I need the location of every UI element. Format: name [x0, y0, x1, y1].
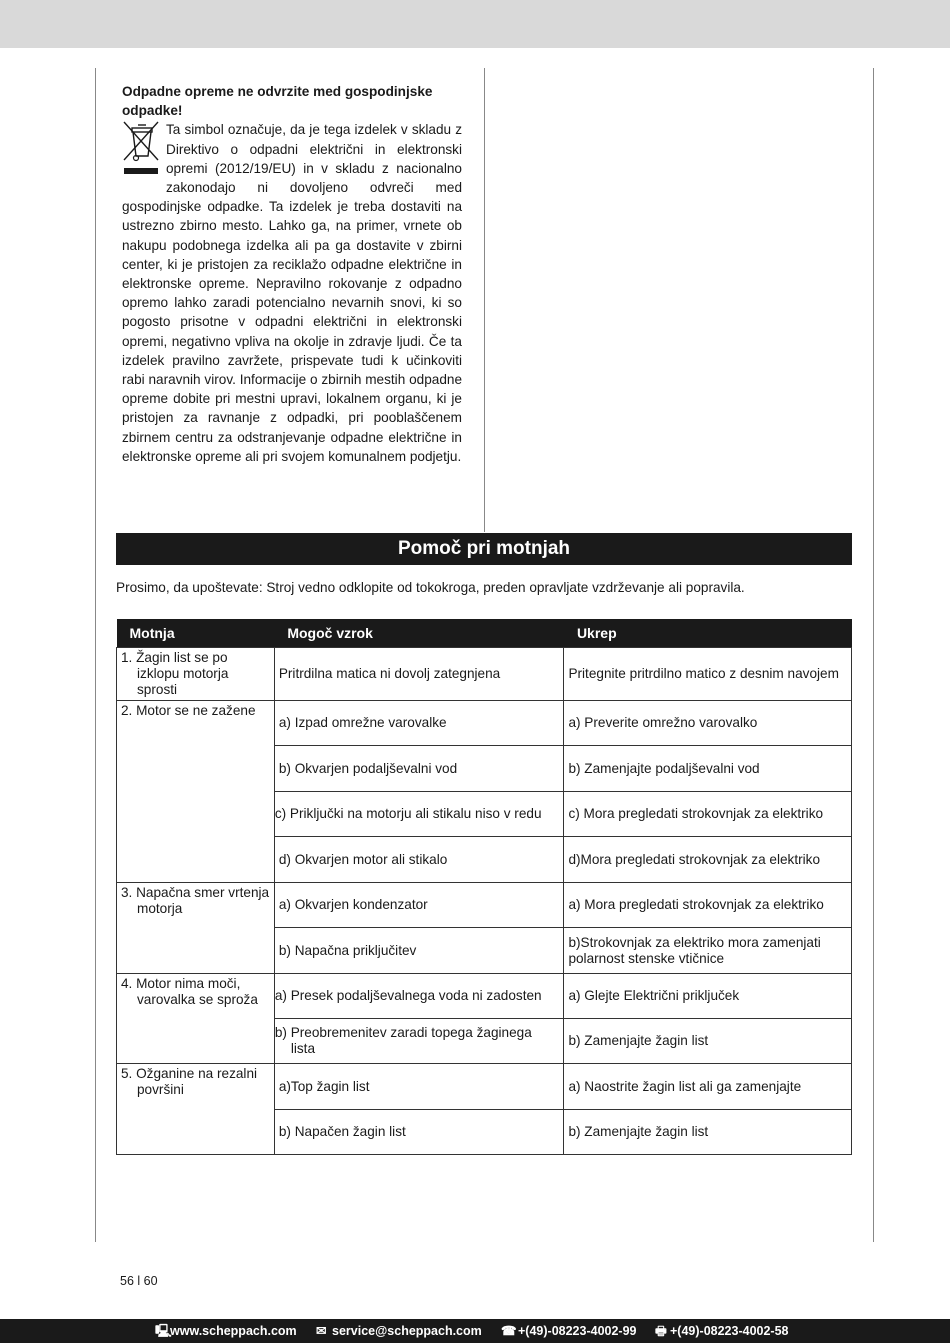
- table-row: [117, 974, 852, 1019]
- page-number: 56 l 60: [120, 1274, 158, 1288]
- table-row: [117, 648, 852, 701]
- cause-cell: a)Top žagin list: [274, 1064, 564, 1110]
- footer-fax: +(49)-08223-4002-58: [670, 1324, 789, 1338]
- fax-icon: 🖶︎: [655, 1324, 667, 1338]
- action-cell: Pritegnite pritrdilno matico z desnim navojem: [564, 648, 852, 701]
- phone-icon: ☎: [501, 1324, 517, 1338]
- section-title: Pomoč pri motnjah: [116, 533, 852, 565]
- cause-cell: a) Presek podaljševalnega voda ni zadosten: [274, 974, 564, 1019]
- safety-note: Prosimo, da upoštevate: Stroj vedno odklopite od tokokroga, preden opravljate vzdrževanje ali popravila.: [116, 580, 745, 595]
- fault-cell: 3. Napačna smer vrtenja motorja: [117, 883, 275, 974]
- footer-web-link[interactable]: www.scheppach.com: [170, 1324, 297, 1338]
- action-cell: b)Strokovnjak za elektriko mora zamenjati polarnost stenske vtičnice: [564, 928, 852, 974]
- computer-icon: 🖳︎: [155, 1324, 172, 1338]
- col-header-fault: Motnja: [117, 619, 275, 648]
- cause-cell: b) Preobremenitev zaradi topega žaginega lista: [274, 1019, 564, 1064]
- troubleshooting-table: [116, 619, 852, 1155]
- fault-cell: 2. Motor se ne zažene: [117, 701, 275, 883]
- action-cell: a) Preverite omrežno varovalko: [564, 701, 852, 746]
- left-margin-line: [95, 68, 96, 1242]
- action-cell: d)Mora pregledati strokovnjak za elektriko: [564, 837, 852, 883]
- right-margin-line: [873, 68, 874, 1242]
- table-row: [117, 883, 852, 928]
- footer-bar: [0, 1319, 950, 1343]
- table-header-row: [117, 619, 852, 648]
- crossed-bin-icon: [122, 120, 160, 178]
- table-row: [117, 701, 852, 746]
- action-cell: b) Zamenjajte žagin list: [564, 1019, 852, 1064]
- action-cell: a) Naostrite žagin list ali ga zamenjajte: [564, 1064, 852, 1110]
- action-cell: c) Mora pregledati strokovnjak za elektriko: [564, 792, 852, 837]
- cause-cell: a) Okvarjen kondenzator: [274, 883, 564, 928]
- table-row: [117, 1064, 852, 1110]
- action-cell: a) Glejte Električni priključek: [564, 974, 852, 1019]
- weee-warning: [122, 82, 462, 466]
- weee-warning-title: Odpadne opreme ne odvrzite med gospodinjske odpadke!: [122, 84, 433, 119]
- cause-cell: b) Napačen žagin list: [274, 1110, 564, 1155]
- footer-email-link[interactable]: service@scheppach.com: [332, 1324, 482, 1338]
- cause-cell: Pritrdilna matica ni dovolj zategnjena: [274, 648, 564, 701]
- cause-cell: d) Okvarjen motor ali stikalo: [274, 837, 564, 883]
- header-bar: [0, 0, 950, 48]
- cause-cell: b) Okvarjen podaljševalni vod: [274, 746, 564, 792]
- col-header-cause: Mogoč vzrok: [274, 619, 564, 648]
- fault-cell: 1. Žagin list se po izklopu motorja sprosti: [117, 648, 275, 701]
- mail-icon: ✉︎: [316, 1324, 327, 1338]
- col-header-action: Ukrep: [564, 619, 852, 648]
- column-divider: [484, 68, 485, 532]
- cause-cell: c) Priključki na motorju ali stikalu niso v redu: [274, 792, 564, 837]
- fault-cell: 4. Motor nima moči, varovalka se sproža: [117, 974, 275, 1064]
- action-cell: b) Zamenjajte žagin list: [564, 1110, 852, 1155]
- footer-phone: +(49)-08223-4002-99: [518, 1324, 637, 1338]
- fault-cell: 5. Ožganine na rezalni površini: [117, 1064, 275, 1155]
- action-cell: a) Mora pregledati strokovnjak za elektriko: [564, 883, 852, 928]
- weee-warning-body: Ta simbol označuje, da je tega izdelek v skladu z Direktivo o odpadni električni in elektronski opremi (2012/19/EU) in v skladu z nacionalno zakonodajo ni dovoljeno odvreči med gospodinjske odpadke. Ta izdelek je treba dostaviti na ustrezno zbirno mesto. Lahko ga, na primer, vrnete ob nakupu podobnega izdelka ali pa ga dostavite v zbirni center, ki je pristojen za reciklažo odpadne električne in elektronske opreme. Nepravilno rokovanje z odpadno opremo lahko zaradi potencialno nevarnih snovi, ki so pogosto prisotne v odpadni električni in elektronski opremi, negativno vpliva na okolje in zdravje ljudi. Če ta izdelek pravilno zavržete, prispevate tudi k učinkoviti rabi naravnih virov. Informacije o zbirnih mestih odpadne opreme dobite pri mestni upravi, lokalnem organu, ki je pristojen za ravnanje z odpadki, pri pooblaščenem zbirnem centru za odstranjevanje odpadne električne in elektronske opreme ali pri svojem komunalnem podjetju.: [122, 122, 462, 464]
- action-cell: b) Zamenjajte podaljševalni vod: [564, 746, 852, 792]
- cause-cell: b) Napačna priključitev: [274, 928, 564, 974]
- cause-cell: a) Izpad omrežne varovalke: [274, 701, 564, 746]
